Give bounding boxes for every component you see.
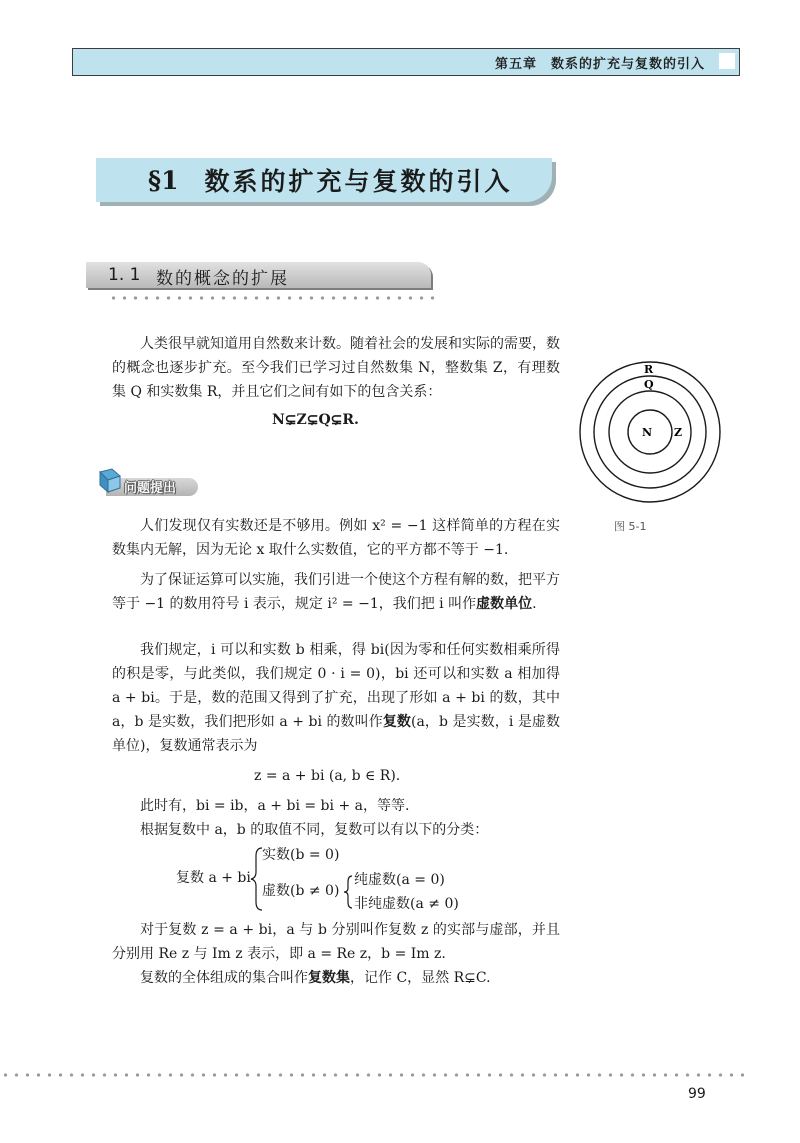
inclusion-formula: N⊊Z⊊Q⊊R. bbox=[272, 412, 359, 428]
problem-paragraph-5 bbox=[112, 818, 560, 842]
section-title: 数系的扩充与复数的引入 bbox=[204, 167, 513, 196]
subsection-heading bbox=[86, 262, 431, 288]
intro-text: 人类很早就知道用自然数来计数。随着社会的发展和实际的需要，数的概念也逐步扩充。至今我们已学习过自然数集 N，整数集 Z，有理数集 Q 和实数集 R，并且它们之间有如下的包含关系： bbox=[112, 336, 560, 400]
subsection-title: 数的概念的扩展 bbox=[156, 269, 289, 289]
book-icon bbox=[96, 466, 126, 496]
after-paragraph-6 bbox=[112, 918, 560, 966]
chapter-title: 第五章 数系的扩充与复数的引入 bbox=[494, 57, 705, 72]
problem-text-2: 为了保证运算可以实施，我们引进一个使这个方程有解的数，把平方等于 −1 的数用符号 i 表示，规定 i² = −1，我们把 i 叫作 bbox=[112, 572, 560, 612]
imaginary-unit-term: 虚数单位 bbox=[476, 596, 533, 612]
after-paragraph-7 bbox=[112, 966, 560, 990]
complex-form-formula: z = a + bi (a, b ∈ R). bbox=[254, 768, 401, 784]
classification-root: 复数 a + bi bbox=[176, 870, 251, 886]
problem-paragraph-3 bbox=[112, 638, 560, 758]
problem-text-5: 根据复数中 a，b 的取值不同，复数可以有以下的分类： bbox=[140, 822, 489, 838]
problem-paragraph-4 bbox=[112, 794, 560, 818]
subsection-dotted-rule bbox=[108, 296, 434, 300]
section-banner bbox=[96, 158, 552, 202]
label-n: N bbox=[642, 426, 653, 439]
problem-text-3-end: (a，b 是实数，i 是虚数单位)，复数通常表示为 bbox=[112, 714, 561, 754]
problem-text-1: 人们发现仅有实数还是不够用。例如 x² = −1 这样简单的方程在实数集内无解，因为无论 x 取什么实数值，它的平方都不等于 −1. bbox=[112, 518, 560, 558]
class-imaginary: 虚数(b ≠ 0) bbox=[262, 883, 340, 899]
label-r: R bbox=[644, 363, 654, 376]
page-number: 99 bbox=[688, 1086, 706, 1102]
section-number: §1 bbox=[148, 165, 179, 195]
problem-label: 问题提出 bbox=[124, 481, 177, 496]
intro-paragraph bbox=[112, 332, 560, 404]
class-pure-imaginary: 纯虚数(a = 0) bbox=[354, 872, 445, 888]
class-real: 实数(b = 0) bbox=[262, 847, 340, 863]
after-text-7-end: ，记作 C，显然 R⊊C. bbox=[350, 970, 491, 986]
complex-number-term: 复数 bbox=[382, 714, 411, 730]
problem-text-2-end: . bbox=[532, 596, 537, 612]
subsection-number: 1. 1 bbox=[108, 265, 141, 285]
class-nonpure-imaginary: 非纯虚数(a ≠ 0) bbox=[354, 896, 459, 912]
after-text-6: 对于复数 z = a + bi，a 与 b 分别叫作复数 z 的实部与虚部，并且分别用 Re z 与 Im z 表示，即 a = Re z，b = Im z. bbox=[112, 922, 560, 962]
label-z: Z bbox=[674, 426, 683, 439]
running-header bbox=[72, 48, 740, 76]
problem-text-4: 此时有，bi = ib，a + bi = bi + a，等等. bbox=[140, 798, 410, 814]
problem-paragraph-2 bbox=[112, 568, 560, 616]
header-square-decoration bbox=[719, 53, 735, 69]
problem-paragraph-1 bbox=[112, 514, 560, 562]
problem-badge bbox=[96, 466, 200, 496]
label-q: Q bbox=[644, 378, 654, 391]
after-text-7: 复数的全体组成的集合叫作 bbox=[140, 970, 308, 986]
nested-sets-figure bbox=[578, 360, 722, 504]
problem-text-3: 我们规定，i 可以和实数 b 相乘，得 bi(因为零和任何实数相乘所得的积是零，与此类似，我们规定 0 · i = 0)，bi 还可以和实数 a 相加得 a + bi。于是，数的范围又得到了扩充，出现了形如 a + bi 的数，其中 a，b 是实数，我们把形如 a + bi 的数叫作 bbox=[112, 642, 560, 730]
figure-caption: 图 5-1 bbox=[614, 520, 647, 533]
complex-set-term: 复数集 bbox=[308, 970, 350, 986]
footer-dotted-rule bbox=[0, 1073, 748, 1077]
